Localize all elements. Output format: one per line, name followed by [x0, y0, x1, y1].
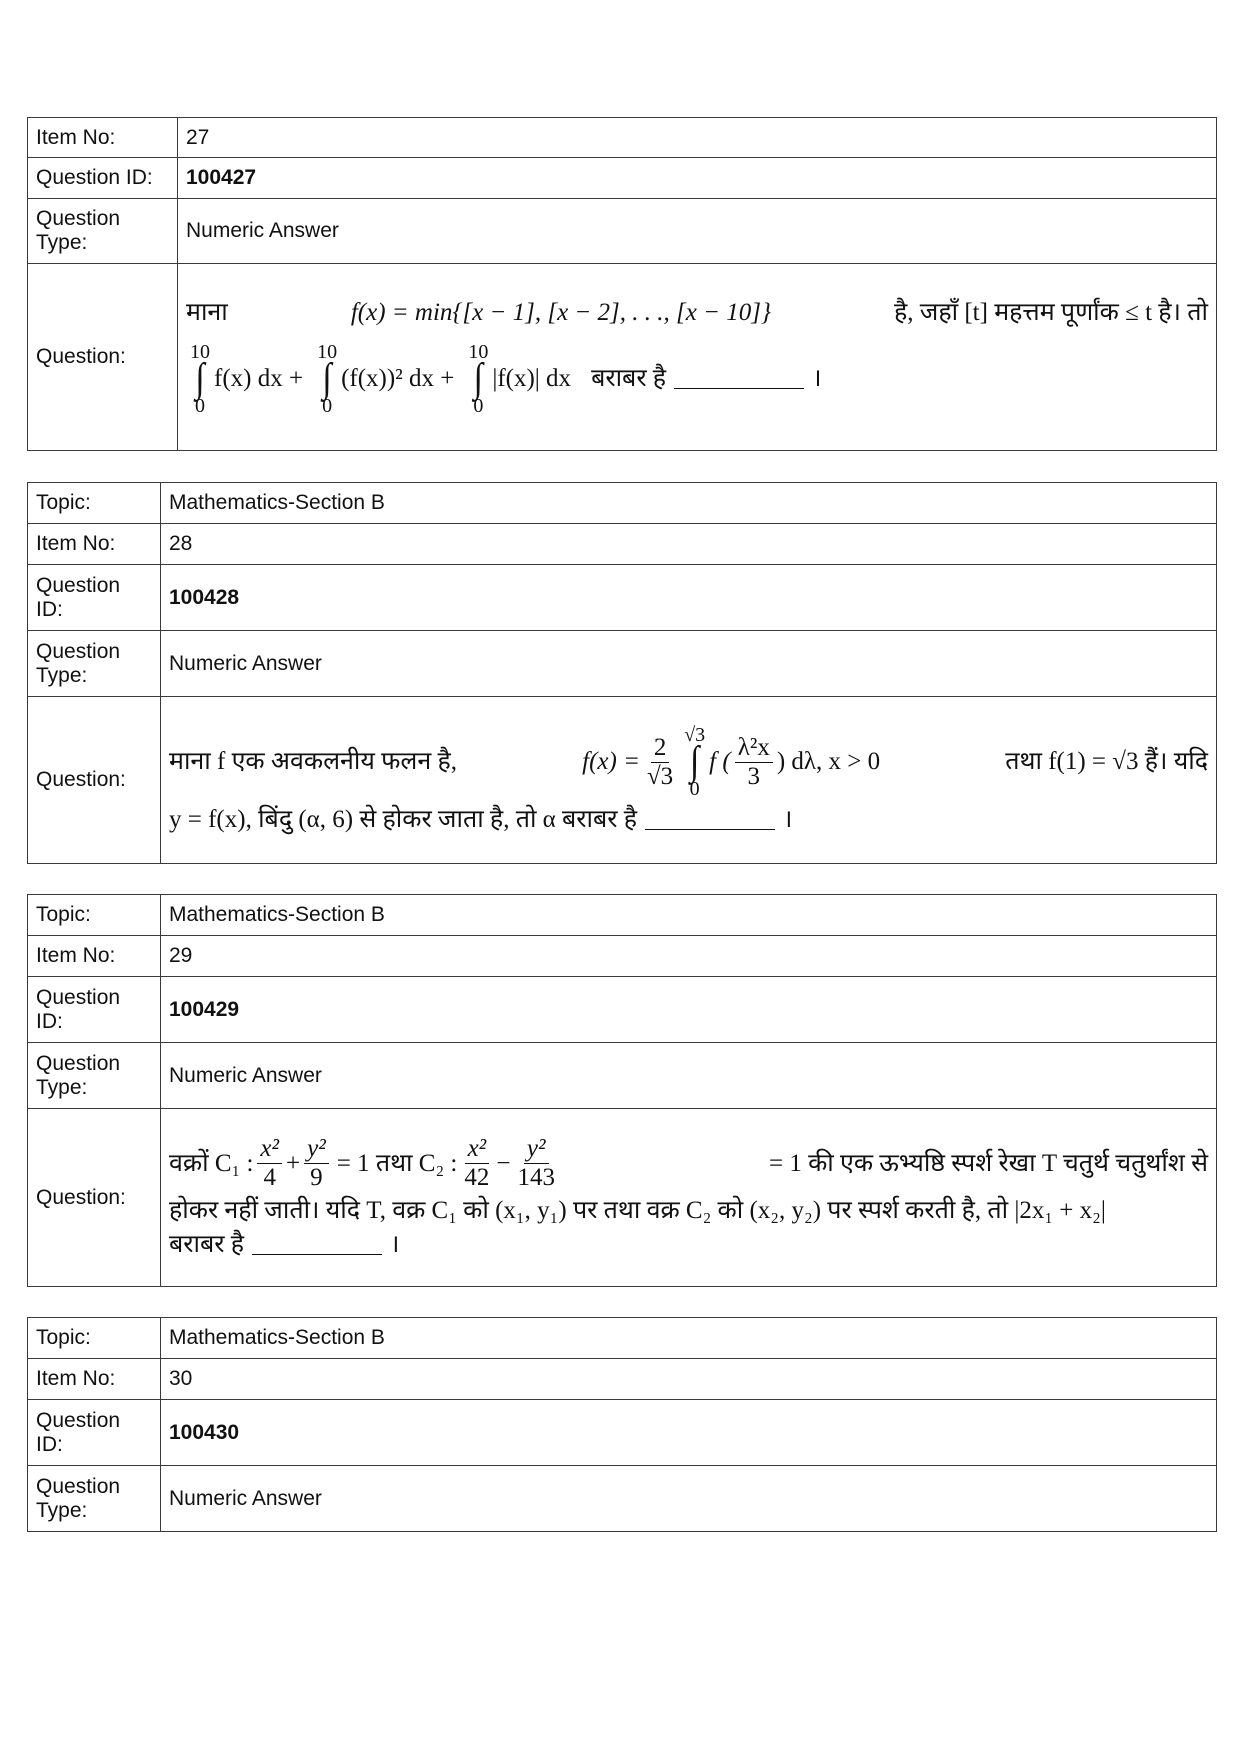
row-question	[28, 264, 1217, 451]
plus-sign: +	[286, 1149, 301, 1177]
q28-line1-prefix: माना f एक अवकलनीय फलन है,	[169, 748, 458, 775]
answer-blank	[674, 370, 804, 389]
integral-upper-limit: 10	[317, 341, 338, 363]
q28-line2: y = f(x), बिंदु (α, 6) से होकर जाता है, तो α बराबर है	[169, 806, 638, 833]
label-question: Question:	[28, 697, 161, 864]
label-topic: Topic:	[28, 895, 161, 936]
question-body	[178, 264, 1217, 451]
minus-sign: −	[496, 1149, 511, 1177]
integral-sign-icon: ∫	[322, 356, 332, 401]
integral-lower-limit: 0	[195, 395, 205, 417]
label-question: Question:	[28, 1109, 161, 1287]
q29-line1-suffix: = 1 की एक ऊभ्यष्ठि स्पर्श रेखा T चतुर्थ चतुर्थांश से	[769, 1149, 1208, 1177]
question-table-28	[27, 482, 1217, 864]
q27-term1: f(x) dx +	[214, 365, 304, 392]
integral-sign-icon: ∫	[195, 356, 205, 401]
q29-line3: बराबर है	[169, 1231, 245, 1258]
value-question-id: 100427	[178, 158, 1217, 199]
row-question-id	[28, 158, 1217, 199]
value-question-id: 100428	[161, 565, 1217, 631]
q27-line2-suffix: बराबर है	[591, 365, 667, 392]
value-item-no: 29	[161, 936, 1217, 977]
c2-fraction-x: $\frac{\text{x²}}{42}$	[464, 1135, 490, 1191]
label-item-no: Item No:	[28, 936, 161, 977]
integral-lower-limit: 0	[322, 395, 333, 417]
question-table-29	[27, 894, 1217, 1287]
c1-fraction-x: $\frac{\text{x²}}{4}$	[257, 1135, 282, 1192]
label-question-id: Question ID:	[28, 1400, 161, 1466]
integral-upper-limit: 10	[468, 341, 489, 363]
integral-2	[317, 342, 337, 416]
c2-fraction-y: $\frac{\text{y²}}{143}$	[517, 1135, 555, 1191]
integral-sign-icon: ∫	[690, 739, 700, 784]
value-item-no: 28	[161, 524, 1217, 565]
c1-fraction-y: $\frac{\text{y²}}{9}$	[304, 1135, 329, 1192]
integral-upper-limit: 10	[190, 341, 210, 363]
q29-eq1: = 1 तथा C₂ :	[336, 1149, 458, 1177]
label-question-id: Question ID:	[28, 977, 161, 1043]
q27-line1-prefix: माना	[186, 299, 228, 326]
answer-blank	[252, 1236, 382, 1255]
value-item-no: 30	[161, 1359, 1217, 1400]
value-topic: Mathematics-Section B	[161, 895, 1217, 936]
q28-fraction: $\frac{2}{√3}$	[646, 733, 674, 790]
row-question-type	[28, 199, 1217, 264]
label-question-id: Question ID:	[28, 158, 178, 199]
label-question-type: Question Type:	[28, 1466, 161, 1532]
value-question-id: 100430	[161, 1400, 1217, 1466]
question-table-27	[27, 117, 1217, 451]
q29-line2: होकर नहीं जाती। यदि T, वक्र C₁ को (x₁, y₁) पर तथा वक्र C₂ को (x₂, y₂) पर स्पर्श करती है, तो |2x₁ + x₂|	[169, 1197, 1106, 1224]
full-stop: ।	[783, 806, 793, 833]
full-stop: ।	[390, 1231, 400, 1258]
row-item-no	[28, 118, 1217, 158]
label-item-no: Item No:	[28, 524, 161, 565]
value-question-type: Numeric Answer	[178, 199, 1217, 264]
value-question-id: 100429	[161, 977, 1217, 1043]
q27-term3: |f(x)| dx	[492, 365, 572, 392]
q28-f-open: f (	[709, 748, 731, 775]
q28-line1-suffix: तथा f(1) = √3 हैं। यदि	[1005, 748, 1208, 775]
label-question-type: Question Type:	[28, 1043, 161, 1109]
label-topic: Topic:	[28, 1318, 161, 1359]
q27-line1-suffix: है, जहाँ [t] महत्तम पूर्णांक ≤ t है। तो	[894, 299, 1208, 326]
integral-1	[190, 342, 210, 416]
label-question-type: Question Type:	[28, 631, 161, 697]
question-body	[161, 697, 1217, 864]
q28-fx: f(x) =	[582, 748, 640, 775]
label-question-type: Question Type:	[28, 199, 178, 264]
label-item-no: Item No:	[28, 1359, 161, 1400]
integral-sign-icon: ∫	[473, 356, 483, 401]
label-question: Question:	[28, 264, 178, 451]
integral-lower-limit: 0	[473, 395, 484, 417]
q28-dlambda: ) dλ, x > 0	[776, 748, 881, 775]
answer-blank	[645, 811, 775, 830]
q27-function-def: f(x) = min{[x − 1], [x − 2], . . ., [x − 10]}	[350, 299, 771, 326]
question-table-30	[27, 1317, 1217, 1532]
q29-line1-prefix: वक्रों C₁ :	[169, 1149, 254, 1177]
label-question-id: Question ID:	[28, 565, 161, 631]
q27-term2: (f(x))² dx +	[341, 365, 455, 392]
value-topic: Mathematics-Section B	[161, 1318, 1217, 1359]
value-question-type: Numeric Answer	[161, 631, 1217, 697]
label-topic: Topic:	[28, 483, 161, 524]
value-question-type: Numeric Answer	[161, 1043, 1217, 1109]
label-item-no: Item No:	[28, 118, 178, 158]
full-stop: ।	[812, 365, 822, 392]
q28-inner-fraction: $\frac{\text{λ²x}}{3}$	[735, 734, 773, 791]
value-question-type: Numeric Answer	[161, 1466, 1217, 1532]
value-topic: Mathematics-Section B	[161, 483, 1217, 524]
integral-1: √3 ∫ 0	[684, 724, 706, 800]
value-item-no: 27	[178, 118, 1217, 158]
integral-3	[468, 342, 488, 416]
question-body	[161, 1109, 1217, 1287]
